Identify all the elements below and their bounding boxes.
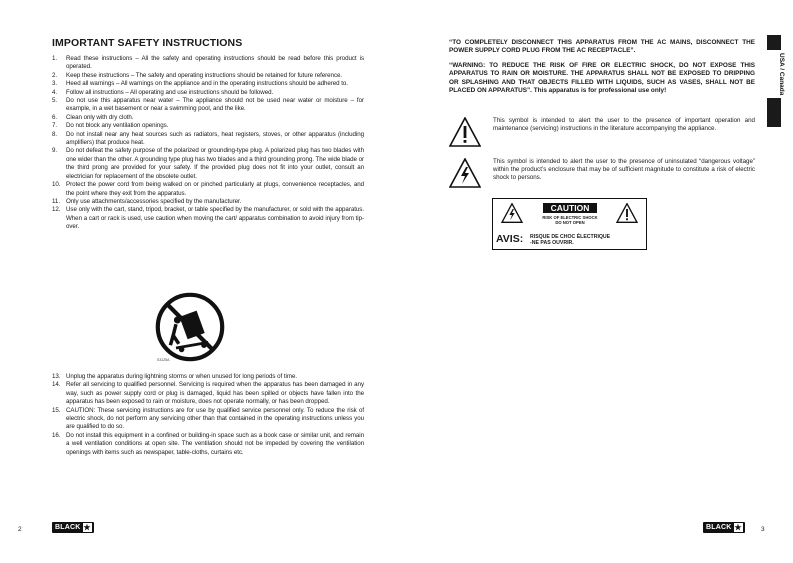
instruction-text: Do not install this equipment in a confined or building-in space such as a book case or similar unit, and remain a well ventilation conditions at open site. The ventilation should not be impeded by covering the ventilation openings with items such as newspaper, table-cloths, curtains etc. <box>66 431 364 456</box>
instructions-list-bottom <box>52 373 364 457</box>
instruction-number: 9. <box>52 147 58 155</box>
instruction-item <box>52 131 364 148</box>
instruction-text: Do not install near any heat sources such as radiators, heat registers, stoves, or other apparatus (including amplifiers) that produce heat. <box>66 130 364 147</box>
brand-logo <box>703 522 745 533</box>
symbol-exclamation-text: This symbol is intended to alert the user to the presence of important operation and maintenance (servicing) instructions in the literature accompanying the appliance. <box>493 117 755 133</box>
instruction-item <box>52 206 364 231</box>
instruction-number: 16. <box>52 431 61 439</box>
instruction-number: 5. <box>52 97 58 105</box>
instruction-number: 10. <box>52 181 61 189</box>
instruction-number: 13. <box>52 373 61 380</box>
avis-label: AVIS: <box>496 233 524 245</box>
instruction-item <box>52 89 364 97</box>
instruction-item <box>52 373 364 381</box>
instruction-number: 14. <box>52 381 61 389</box>
instruction-item <box>52 114 364 122</box>
instruction-text: Protect the power cord from being walked on or pinched particularly at plugs, convenience receptacles, and the point where they exit from the apparatus. <box>66 181 364 197</box>
instruction-item <box>52 72 364 80</box>
logo-text: BLACK <box>55 524 81 531</box>
star-icon: ★ <box>83 523 91 532</box>
instruction-number: 12. <box>52 206 61 214</box>
instruction-text: Read these instructions – All the safety and operating instructions should be read before this product is operated. <box>66 55 364 71</box>
page-number: 3 <box>761 526 765 533</box>
instruction-text: Only use attachments/accessories specified by the manufacturer. <box>66 197 242 205</box>
caution-label-box <box>492 198 647 250</box>
instruction-item <box>52 80 364 88</box>
side-tab-label: USA / Canada <box>763 50 785 98</box>
instruction-number: 4. <box>52 88 58 96</box>
instruction-item <box>52 407 364 432</box>
instruction-number: 11. <box>52 197 60 205</box>
avis-subtext <box>530 234 610 246</box>
page-number: 2 <box>18 526 22 533</box>
caution-subtext <box>529 215 611 225</box>
symbol-lightning-row <box>449 158 755 194</box>
instruction-text: CAUTION: These servicing instructions are for use by qualified service personnel only. To reduce the risk of electric shock, do not perform any servicing other than that contained in the operating instructions unless you are qualified to do so. <box>66 406 364 431</box>
instruction-number: 8. <box>52 130 58 138</box>
brand-logo <box>52 522 94 533</box>
right-page <box>397 0 793 563</box>
avis-sub-line-2: -NE PAS OUVRIR. <box>530 240 574 246</box>
instruction-text: Clean only with dry cloth. <box>66 113 134 121</box>
instruction-item <box>52 122 364 130</box>
logo-text: BLACK <box>706 524 732 531</box>
instruction-text: Do not use this apparatus near water – The appliance should not be used near water or moisture – for example, in a wet basement or near a swimming pool, and the like. <box>66 97 364 113</box>
caution-label: CAUTION <box>543 203 597 213</box>
tipover-code: S3125A <box>157 358 170 362</box>
section-title: IMPORTANT SAFETY INSTRUCTIONS <box>52 37 243 49</box>
instruction-text: Use only with the cart, stand, tripod, bracket, or table specified by the manufacturer, or sold with the apparatus. When a cart or rack is used, use caution when moving the cart/ apparatus combination to avoid injury from tip-over. <box>66 206 364 231</box>
fire-shock-warning: “WARNING: TO REDUCE THE RISK OF FIRE OR ELECTRIC SHOCK, DO NOT EXPOSE THIS APPARATUS TO RAIN OR MOISTURE. THE APPARATUS SHALL NOT BE EXPOSED TO DRIPPING OR SPLASHING AND THAT OBJECTS FILLED WITH LIQUIDS, SUCH AS VASES, SHALL NOT BE PLACED ON APPARATUS”. This apparatus is for professional use only! <box>449 62 755 95</box>
instruction-item <box>52 432 364 457</box>
lightning-triangle-icon <box>449 158 481 188</box>
disconnect-warning: “TO COMPLETELY DISCONNECT THIS APPARATUS FROM THE AC MAINS, DISCONNECT THE POWER SUPPLY CORD PLUG FROM THE AC RECEPTACLE”. <box>449 39 755 55</box>
exclamation-triangle-icon <box>616 203 638 223</box>
instruction-item <box>52 198 364 206</box>
symbol-exclamation-row <box>449 117 755 153</box>
instruction-item <box>52 181 364 198</box>
instruction-number: 2. <box>52 71 58 79</box>
caution-sub-line-2: DO NOT OPEN <box>555 220 585 225</box>
left-page <box>0 0 396 563</box>
instruction-text: Keep these instructions – The safety and operating instructions should be retained for future reference. <box>66 71 343 79</box>
instruction-item <box>52 147 364 181</box>
instruction-text: Refer all servicing to qualified personnel. Servicing is required when the apparatus has been damaged in any way, such as power supply cord or plug is damaged, liquid has been spilled or objects have fallen into the apparatus has been exposed to rain or moisture, does not operate normally, or has been dropped. <box>66 381 364 406</box>
symbol-lightning-text: This symbol is intended to alert the user to the presence of uninsulated “dangerous voltage” within the product’s enclosure that may be of sufficient magnitude to constitute a risk of electric shock to persons. <box>493 158 755 182</box>
instruction-text: Heed all warnings – All warnings on the appliance and in the operating instructions should be adhered to. <box>66 80 348 88</box>
instruction-text: Unplug the apparatus during lightning storms or when unused for long periods of time. <box>66 373 298 380</box>
instruction-number: 3. <box>52 80 58 88</box>
instruction-number: 6. <box>52 113 58 121</box>
instruction-text: Do not block any ventilation openings. <box>66 122 169 130</box>
exclamation-triangle-icon <box>449 117 481 147</box>
caution-sub-line-1: RISK OF ELECTRIC SHOCK <box>542 215 598 220</box>
instruction-item <box>52 97 364 114</box>
instruction-item <box>52 381 364 406</box>
instruction-number: 15. <box>52 406 61 414</box>
instruction-number: 7. <box>52 122 58 130</box>
instruction-number: 1. <box>52 55 58 62</box>
star-icon: ★ <box>734 523 742 532</box>
instructions-list-top <box>52 55 364 232</box>
lightning-triangle-icon <box>501 203 523 223</box>
cart-tipover-warning-icon <box>155 292 225 362</box>
avis-sub-line-1: RISQUE DE CHOC ÉLECTRIQUE <box>530 234 611 240</box>
instruction-item <box>52 55 364 72</box>
instruction-text: Follow all instructions – All operating and use instructions should be followed. <box>66 88 274 96</box>
instruction-text: Do not defeat the safety purpose of the polarized or grounding-type plug. A polarized plug has two blades with one wider than the other. A grounding type plug has two blades and a third grounding prong. The wide blade or the third prong are provided for your safety. If the provided plug does not fit into your outlet, consult an electrician for replacement of the obsolete outlet. <box>66 147 364 180</box>
